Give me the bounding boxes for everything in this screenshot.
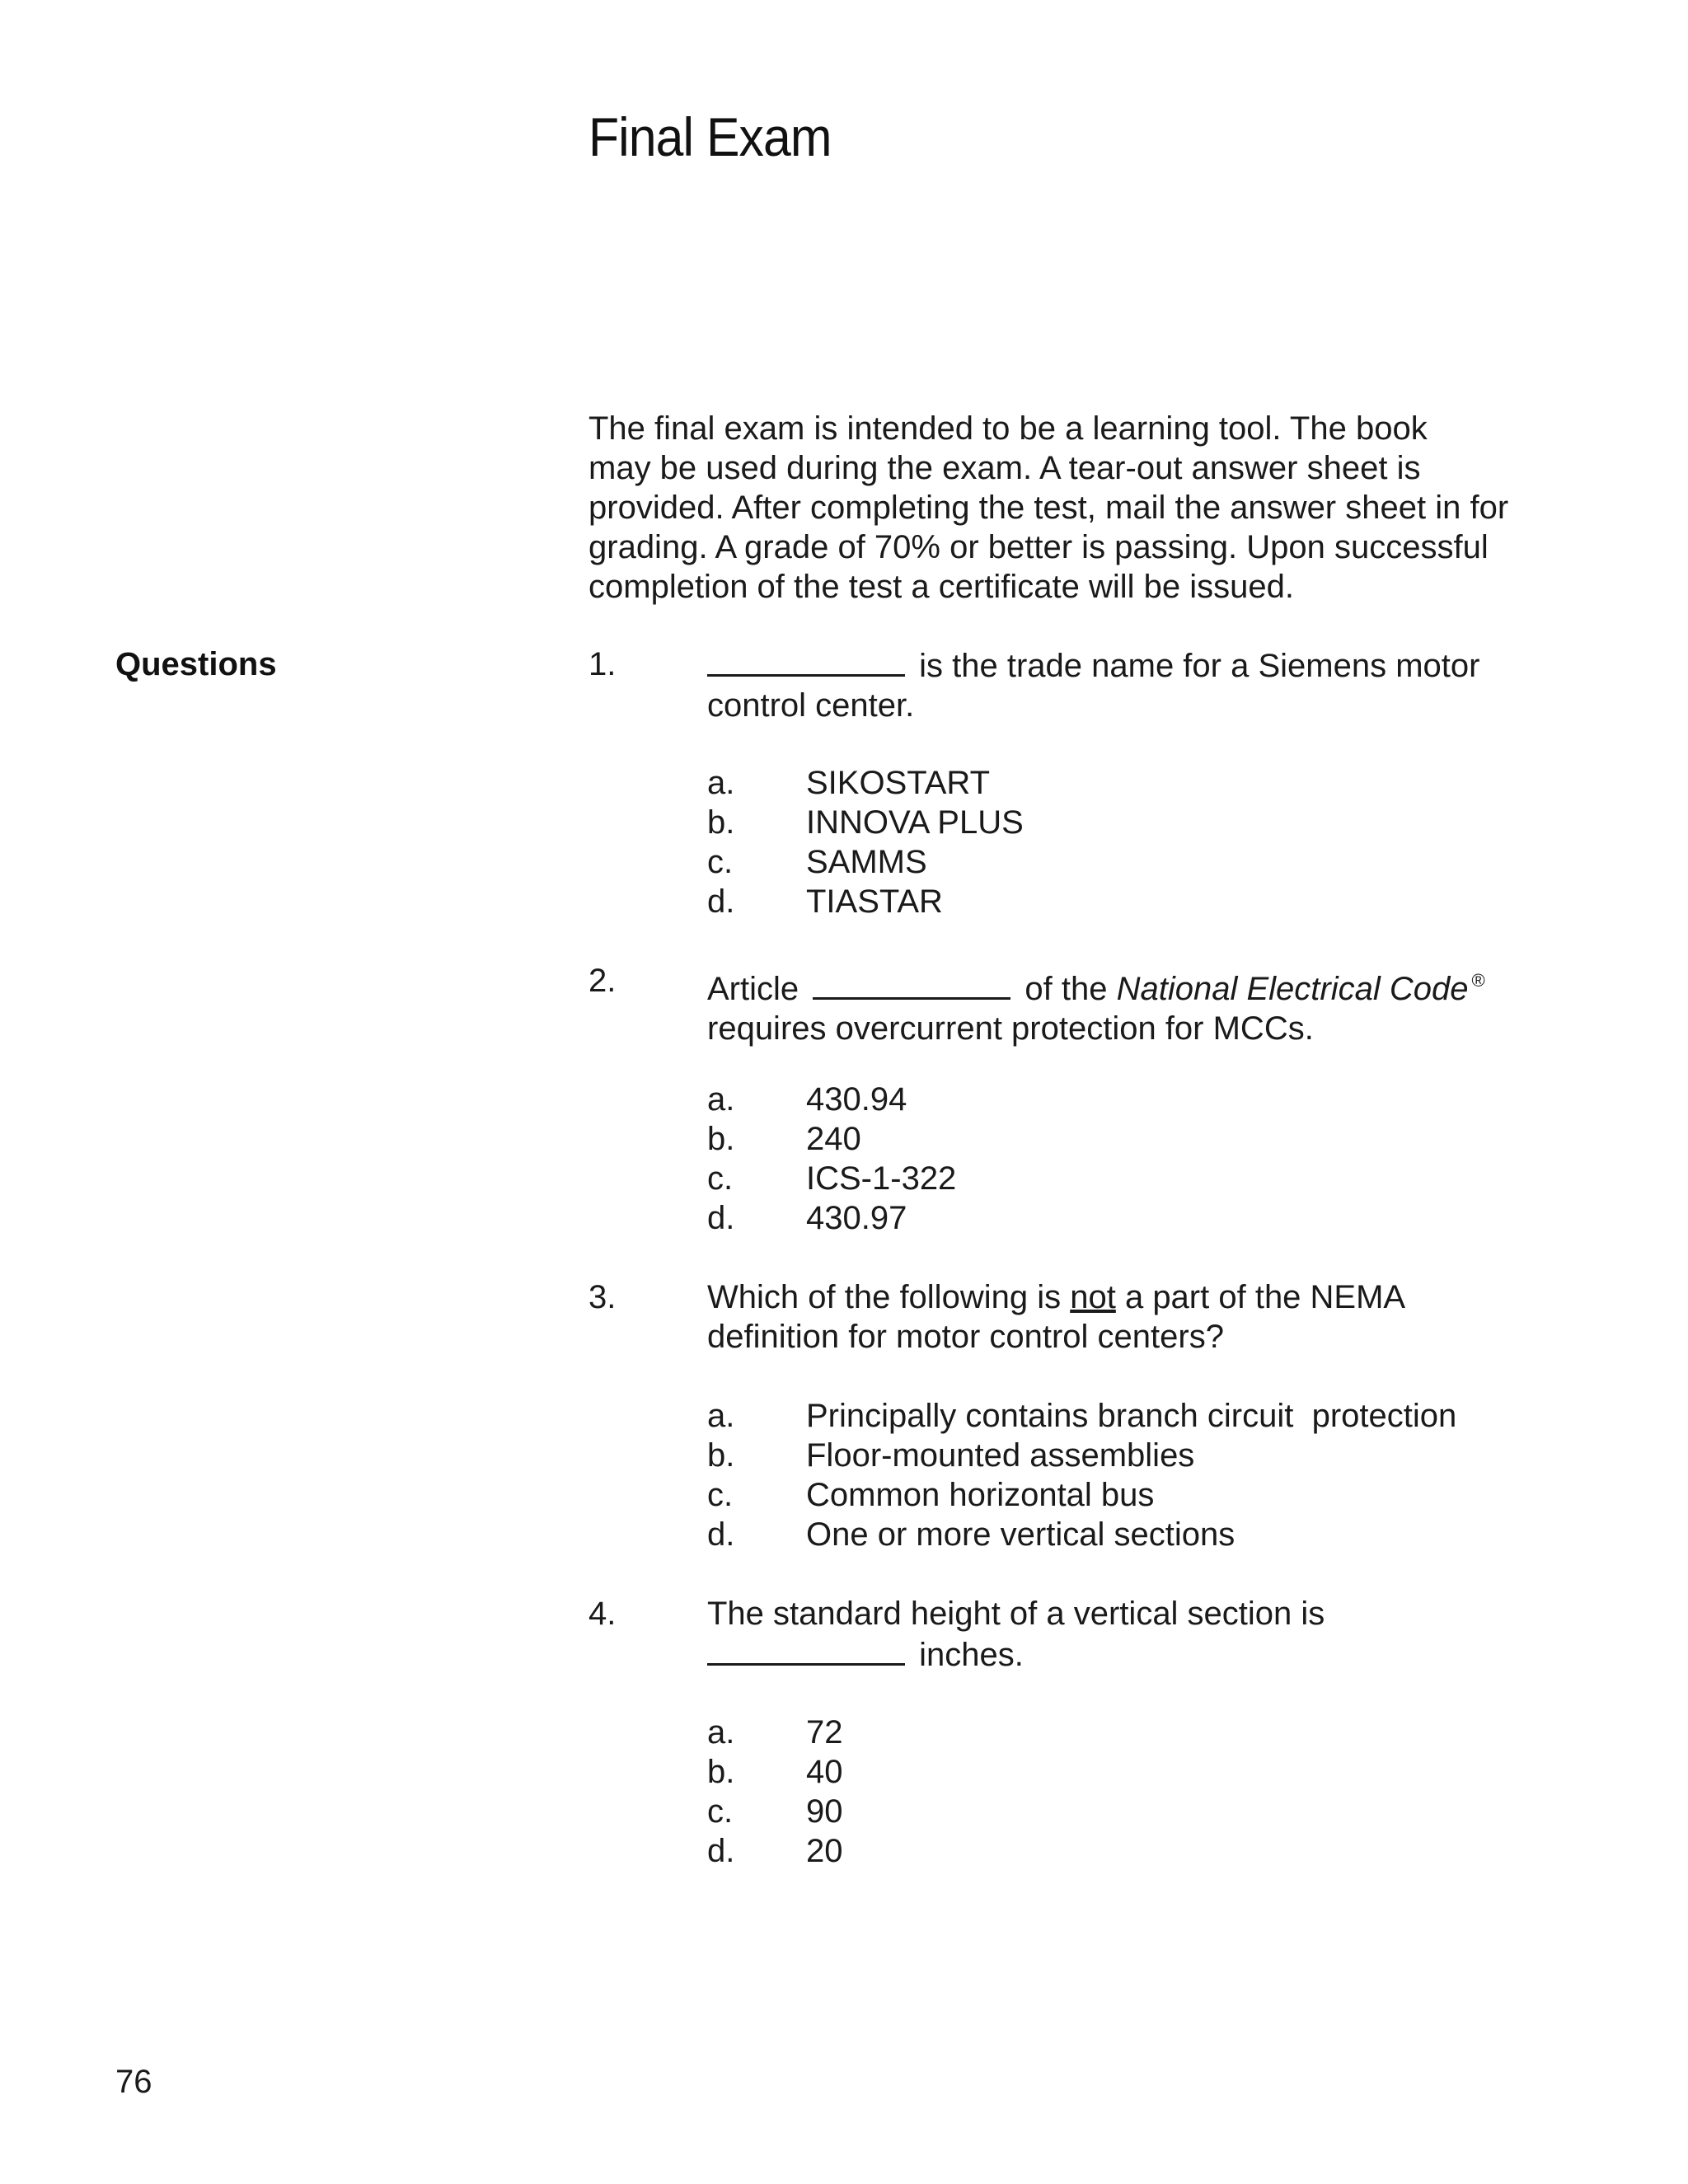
intro-line: may be used during the exam. A tear-out answer sheet is [588, 450, 1421, 486]
option-d [707, 1831, 1573, 1871]
question-stem [707, 1594, 1573, 1675]
option-a [707, 1713, 1573, 1752]
stem-italic-text: National Electrical Code [1116, 971, 1469, 1007]
option-letter: d. [707, 1833, 735, 1869]
stem-text: The standard height of a vertical section is [707, 1596, 1325, 1632]
option-text: Floor-mounted assemblies [806, 1437, 1195, 1474]
option-text: 90 [806, 1793, 843, 1830]
question-stem [707, 644, 1573, 725]
option-letter: c. [707, 844, 734, 880]
option-text: ICS-1-322 [806, 1160, 957, 1197]
answer-blank [813, 968, 1010, 1000]
option-b [707, 1436, 1573, 1475]
registered-mark: ® [1471, 970, 1485, 991]
option-letter: a. [707, 1714, 735, 1750]
option-text: 72 [806, 1714, 843, 1750]
option-letter: c. [707, 1160, 734, 1197]
question-number: 2. [588, 963, 617, 999]
option-letter: b. [707, 1754, 735, 1790]
option-d [707, 882, 1573, 921]
option-a [707, 1396, 1573, 1436]
intro-line: completion of the test a certificate will be issued. [588, 569, 1294, 605]
option-a [707, 763, 1573, 803]
stem-text: a part of the NEMA [1124, 1279, 1406, 1315]
page-number: 76 [115, 2064, 152, 2100]
section-label-questions: Questions [115, 646, 277, 682]
stem-text: definition for motor control centers? [707, 1319, 1224, 1355]
option-letter: a. [707, 1398, 735, 1434]
page-title: Final Exam [588, 106, 832, 167]
option-letter: d. [707, 1516, 735, 1553]
option-text: 430.97 [806, 1200, 907, 1236]
intro-paragraph [588, 409, 1536, 607]
intro-line: provided. After completing the test, mail the answer sheet in for [588, 490, 1509, 526]
option-b [707, 803, 1573, 842]
option-list [707, 1713, 1573, 1871]
option-text: 430.94 [806, 1081, 907, 1118]
question-number: 1. [588, 646, 617, 682]
option-letter: b. [707, 804, 735, 841]
answer-blank [707, 644, 905, 677]
option-d [707, 1198, 1573, 1238]
question-number: 3. [588, 1279, 617, 1315]
option-letter: c. [707, 1793, 734, 1830]
stem-text: inches. [919, 1637, 1024, 1673]
option-letter: a. [707, 765, 735, 801]
option-a [707, 1080, 1573, 1119]
option-letter: d. [707, 883, 735, 920]
question-stem [707, 1277, 1573, 1357]
option-d [707, 1515, 1573, 1554]
option-text: Common horizontal bus [806, 1477, 1155, 1513]
option-text: Principally contains branch circuit protection [806, 1398, 1457, 1434]
option-b [707, 1752, 1573, 1792]
option-text: One or more vertical sections [806, 1516, 1236, 1553]
stem-text: control center. [707, 687, 915, 724]
option-text: INNOVA PLUS [806, 804, 1024, 841]
option-text: SIKOSTART [806, 765, 991, 801]
stem-text: of the [1025, 971, 1108, 1007]
option-letter: d. [707, 1200, 735, 1236]
option-text: 40 [806, 1754, 843, 1790]
option-list [707, 763, 1573, 921]
intro-line: grading. A grade of 70% or better is passing. Upon successful [588, 529, 1489, 565]
option-list [707, 1080, 1573, 1238]
option-letter: a. [707, 1081, 735, 1118]
option-c [707, 1792, 1573, 1831]
option-letter: b. [707, 1437, 735, 1474]
stem-text: Which of the following is [707, 1279, 1062, 1315]
option-text: SAMMS [806, 844, 927, 880]
stem-text: is the trade name for a Siemens motor [919, 648, 1480, 684]
option-text: 240 [806, 1121, 861, 1157]
option-text: TIASTAR [806, 883, 943, 920]
intro-line: The final exam is intended to be a learning tool. The book [588, 410, 1428, 447]
answer-blank [707, 1633, 905, 1666]
option-letter: b. [707, 1121, 735, 1157]
stem-underlined-text: not [1070, 1279, 1116, 1315]
option-c [707, 1159, 1573, 1198]
option-list [707, 1396, 1573, 1554]
option-letter: c. [707, 1477, 734, 1513]
option-c [707, 842, 1573, 882]
stem-text: Article [707, 971, 799, 1007]
question-number: 4. [588, 1596, 617, 1632]
question-stem [707, 961, 1573, 1048]
option-text: 20 [806, 1833, 843, 1869]
option-b [707, 1119, 1573, 1159]
option-c [707, 1475, 1573, 1515]
stem-text: requires overcurrent protection for MCCs. [707, 1010, 1314, 1047]
